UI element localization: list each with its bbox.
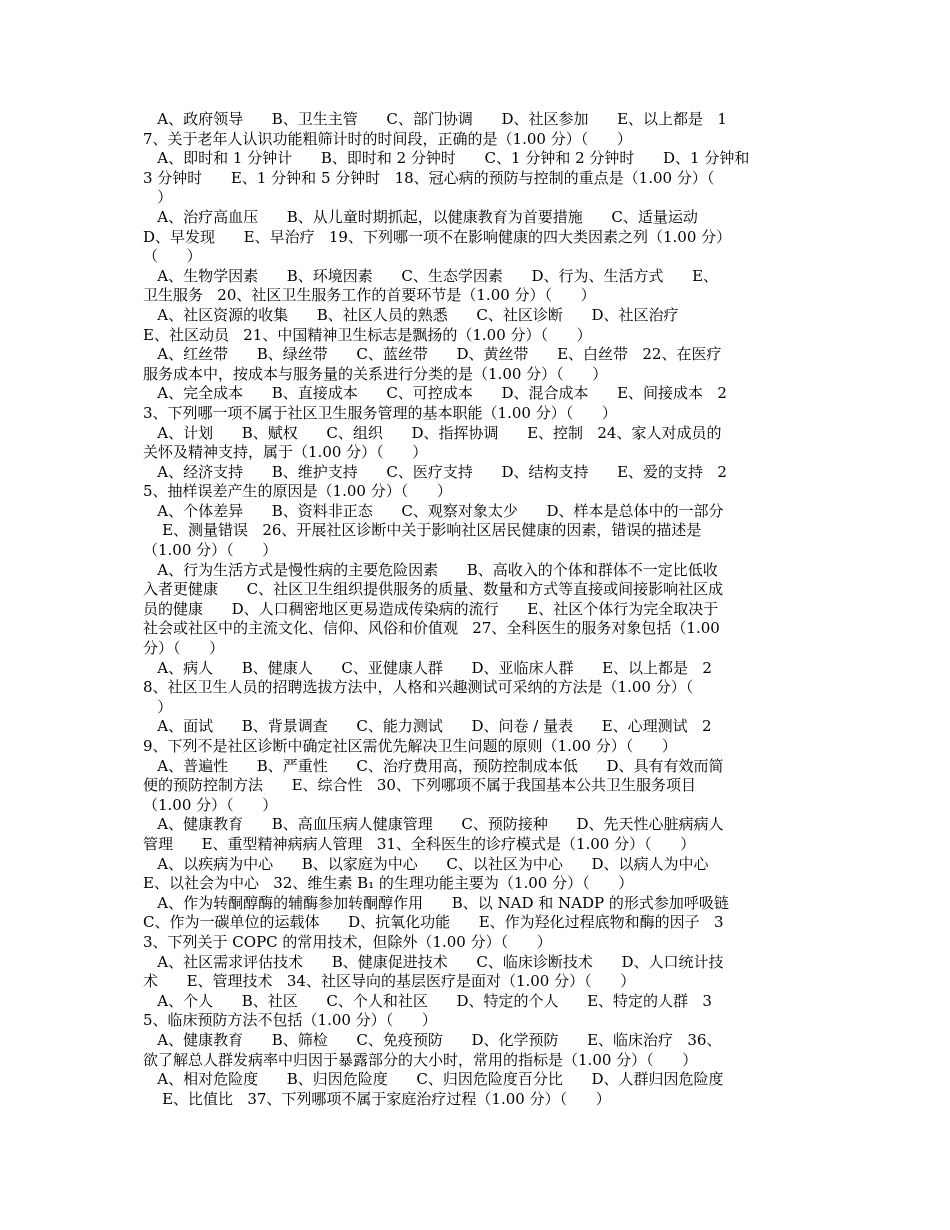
text-line: 便的预防控制方法 E、综合性 30、下列哪项不属于我国基本公共卫生服务项目 — [143, 776, 696, 795]
text-line: 卫生服务 20、社区卫生服务工作的首要环节是（1.00 分）（ ） — [143, 286, 596, 305]
text-line: A、普遍性 B、严重性 C、治疗费用高，预防控制成本低 D、具有有效而简 — [143, 756, 724, 775]
text-line: C、作为一碳单位的运载体 D、抗氧化功能 E、作为羟化过程底物和酶的因子 3 — [143, 913, 724, 932]
text-line: A、即时和 1 分钟计 B、即时和 2 分钟时 C、1 分钟和 2 分钟时 D、1 分钟和 — [143, 149, 750, 168]
text-line: A、相对危险度 B、归因危险度 C、归因危险度百分比 D、人群归因危险度 — [143, 1070, 724, 1089]
text-line: 入者更健康 C、社区卫生组织提供服务的质量、数量和方式等直接或间接影响社区成 — [143, 580, 724, 599]
text-line: 员的健康 D、人口稠密地区更易造成传染病的流行 E、社区个体行为完全取决于 — [143, 599, 719, 618]
text-line: ） — [143, 188, 173, 207]
text-line: E、以社会为中心 32、维生素 B₁ 的生理功能主要为（1.00 分）（ ） — [143, 874, 634, 893]
text-line: A、社区需求评估技术 B、健康促进技术 C、临床诊断技术 D、人口统计技 — [143, 952, 724, 971]
text-line: （1.00 分）（ ） — [143, 795, 278, 814]
text-line: A、健康教育 B、筛检 C、免疫预防 D、化学预防 E、临床治疗 36、 — [143, 1030, 722, 1049]
text-line: E、比值比 37、下列哪项不属于家庭治疗过程（1.00 分）（ ） — [143, 1089, 611, 1108]
text-line: A、红丝带 B、绿丝带 C、蓝丝带 D、黄丝带 E、白丝带 22、在医疗 — [143, 345, 722, 364]
text-line: （1.00 分）（ ） — [143, 541, 278, 560]
text-line: 3、下列哪一项不属于社区卫生服务管理的基本职能（1.00 分）（ ） — [143, 403, 617, 422]
text-line: 3、下列关于 COPC 的常用技术，但除外（1.00 分）（ ） — [143, 932, 552, 951]
text-line: A、计划 B、赋权 C、组织 D、指挥协调 E、控制 24、家人对成员的 — [143, 423, 722, 442]
text-line: 7、关于老年人认识功能粗筛计时的时间段，正确的是（1.00 分）（ ） — [143, 129, 632, 148]
text-line: D、早发现 E、早治疗 19、下列哪一项不在影响健康的四大类因素之列（1.00 分） — [143, 227, 732, 246]
text-line: 社会或社区中的主流文化、信仰、风俗和价值观 27、全科医生的服务对象包括（1.00 — [143, 619, 720, 638]
text-line: （ ） — [143, 247, 202, 266]
text-line: A、健康教育 B、高血压病人健康管理 C、预防接种 D、先天性心脏病病人 — [143, 815, 724, 834]
text-line: ） — [143, 697, 173, 716]
text-line: 术 E、管理技术 34、社区导向的基层医疗是面对（1.00 分）（ ） — [143, 972, 636, 991]
text-line: A、社区资源的收集 B、社区人员的熟悉 C、社区诊断 D、社区治疗 — [143, 305, 679, 324]
text-line: 9、下列不是社区诊断中确定社区需优先解决卫生问题的原则（1.00 分）（ ） — [143, 737, 677, 755]
text-line: A、生物学因素 B、环境因素 C、生态学因素 D、行为、生活方式 E、 — [143, 266, 719, 285]
text-line: A、作为转酮醇酶的辅酶参加转酮醇作用 B、以 NAD 和 NADP 的形式参加呼吸链 — [143, 893, 729, 912]
text-line: E、测量错误 26、开展社区诊断中关于影响社区居民健康的因素，错误的描述是 — [143, 521, 702, 540]
text-line: A、行为生活方式是慢性病的主要危险因素 B、高收入的个体和群体不一定比低收 — [143, 560, 718, 579]
text-line: A、政府领导 B、卫生主管 C、部门协调 D、社区参加 E、以上都是 1 — [143, 110, 727, 128]
text-line: A、面试 B、背景调查 C、能力测试 D、问卷 / 量表 E、心理测试 2 — [143, 717, 712, 736]
text-line: E、社区动员 21、中国精神卫生标志是飘扬的（1.00 分）（ ） — [143, 325, 592, 344]
text-line: A、病人 B、健康人 C、亚健康人群 D、亚临床人群 E、以上都是 2 — [143, 658, 712, 677]
text-line: A、以疾病为中心 B、以家庭为中心 C、以社区为中心 D、以病人为中心 — [143, 854, 709, 873]
text-line: A、治疗高血压 B、从儿童时期抓起，以健康教育为首要措施 C、适量运动 — [143, 207, 698, 226]
text-line: A、经济支持 B、维护支持 C、医疗支持 D、结构支持 E、爱的支持 2 — [143, 462, 727, 481]
text-line: 分）（ ） — [143, 639, 225, 658]
exam-question-text — [143, 110, 807, 1109]
text-line: 关怀及精神支持，属于（1.00 分）（ ） — [143, 443, 428, 462]
text-line: A、个人 B、社区 C、个人和社区 D、特定的个人 E、特定的人群 3 — [143, 991, 712, 1010]
text-line: 欲了解总人群发病率中归因于暴露部分的大小时，常用的指标是（1.00 分）（ ） — [143, 1050, 698, 1069]
text-line: 3 分钟时 E、1 分钟和 5 分钟时 18、冠心病的预防与控制的重点是（1.00 分）（ — [143, 168, 715, 187]
text-line: 5、临床预防方法不包括（1.00 分）（ ） — [143, 1011, 437, 1030]
text-line: A、个体差异 B、资料非正态 C、观察对象太少 D、样本是总体中的一部分 — [143, 501, 724, 520]
text-line: 5、抽样误差产生的原因是（1.00 分）（ ） — [143, 482, 452, 501]
text-line: A、完全成本 B、直接成本 C、可控成本 D、混合成本 E、间接成本 2 — [143, 384, 727, 403]
text-line: 管理 E、重型精神病病人管理 31、全科医生的诊疗模式是（1.00 分）（ ） — [143, 834, 696, 853]
text-line: 8、社区卫生人员的招聘选拔方法中，人格和兴趣测试可采纳的方法是（1.00 分）（ — [143, 678, 694, 697]
text-line: 服务成本中，按成本与服务量的关系进行分类的是（1.00 分）（ ） — [143, 364, 608, 383]
